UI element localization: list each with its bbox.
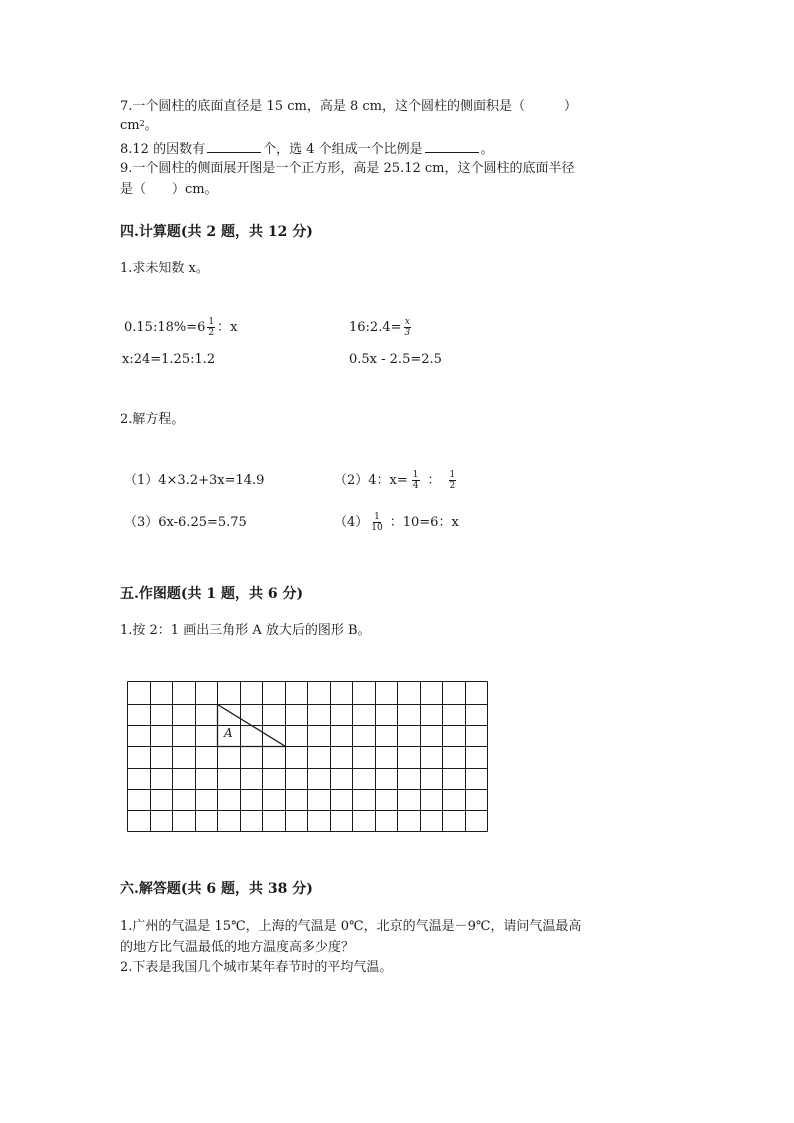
equation-1-fraction: [207, 317, 215, 338]
grid-lines: [128, 682, 488, 832]
problem-2-fraction-1: [412, 470, 420, 491]
equation-3: x:24=1.25:1.2: [122, 352, 216, 367]
problem-4: [334, 512, 459, 533]
question-9-line-1: 9.一个圆柱的侧面展开图是一个正方形，高是 25.12 cm，这个圆柱的底面半径: [120, 161, 575, 176]
answer-blank-2[interactable]: [425, 140, 479, 153]
fraction-denominator: 2: [449, 481, 456, 491]
equation-2-left: 16:2.4=: [349, 319, 402, 335]
question-8-part-1: 8.12 的因数有: [120, 142, 206, 157]
question-7-end: 。: [144, 118, 158, 133]
equation-1-right: ：x: [217, 319, 238, 335]
section-6-heading: 六.解答题(共 6 题，共 38 分): [120, 881, 313, 897]
question-9-line-2: 是（ ）cm。: [120, 182, 218, 197]
question-8: [120, 140, 494, 159]
equation-4: 0.5x - 2.5=2.5: [349, 352, 442, 367]
problem-3: （3）6x-6.25=5.75: [124, 515, 247, 530]
drawing-grid[interactable]: [124, 678, 492, 836]
equation-1: [124, 317, 237, 338]
problem-1: （1）4×3.2+3x=14.9: [124, 473, 265, 488]
equation-1-left: 0.15:18%=6: [124, 319, 206, 335]
answer-question-1-line-2: 的地方比气温最低的地方温度高多少度？: [120, 940, 355, 955]
problem-4-fraction: [370, 512, 383, 533]
problem-2: [334, 470, 458, 491]
fraction-numerator: x: [404, 317, 410, 327]
fraction-denominator: 10: [371, 523, 383, 533]
equation-2-fraction: [404, 317, 412, 338]
equation-2: [349, 317, 413, 338]
problem-2-fraction-2: [449, 470, 457, 491]
problem-4-right: ：10=6：x: [389, 514, 459, 530]
triangle-a-label: A: [224, 726, 233, 740]
problem-2-left: （2）4：x=: [334, 472, 408, 488]
question-7-line-2: [120, 117, 158, 135]
fraction-denominator: 2: [208, 328, 215, 338]
fraction-denominator: 4: [412, 481, 419, 491]
fraction-numerator: 1: [412, 470, 419, 480]
answer-blank-1[interactable]: [207, 140, 261, 153]
calc-question-1-title: 1.求未知数 x。: [120, 261, 209, 276]
fraction-numerator: 1: [449, 470, 456, 480]
section-4-heading: 四.计算题(共 2 题，共 12 分): [120, 224, 313, 240]
answer-question-1-line-1: 1.广州的气温是 15℃，上海的气温是 0℃，北京的气温是－9℃，请问气温最高: [120, 919, 582, 934]
question-8-part-2: 个，选 4 个组成一个比例是: [263, 142, 423, 157]
question-8-part-3: 。: [480, 142, 494, 157]
answer-question-2-line-1: 2.下表是我国几个城市某年春节时的平均气温。: [120, 960, 393, 975]
fraction-numerator: 1: [208, 317, 215, 327]
fraction-denominator: 3: [404, 328, 411, 338]
section-5-heading: 五.作图题(共 1 题，共 6 分): [120, 586, 304, 602]
unit-cm: cm: [120, 118, 140, 133]
problem-4-left: （4）: [334, 514, 369, 530]
unit-superscript: 2: [139, 119, 145, 128]
fraction-numerator: 1: [374, 512, 380, 522]
ratio-colon: ：: [427, 472, 441, 488]
calc-question-2-title: 2.解方程。: [120, 412, 185, 427]
question-7-line-1: 7.一个圆柱的底面直径是 15 cm，高是 8 cm，这个圆柱的侧面积是（ ）: [120, 99, 577, 114]
drawing-question-1-title: 1.按 2：1 画出三角形 A 放大后的图形 B。: [120, 623, 371, 638]
